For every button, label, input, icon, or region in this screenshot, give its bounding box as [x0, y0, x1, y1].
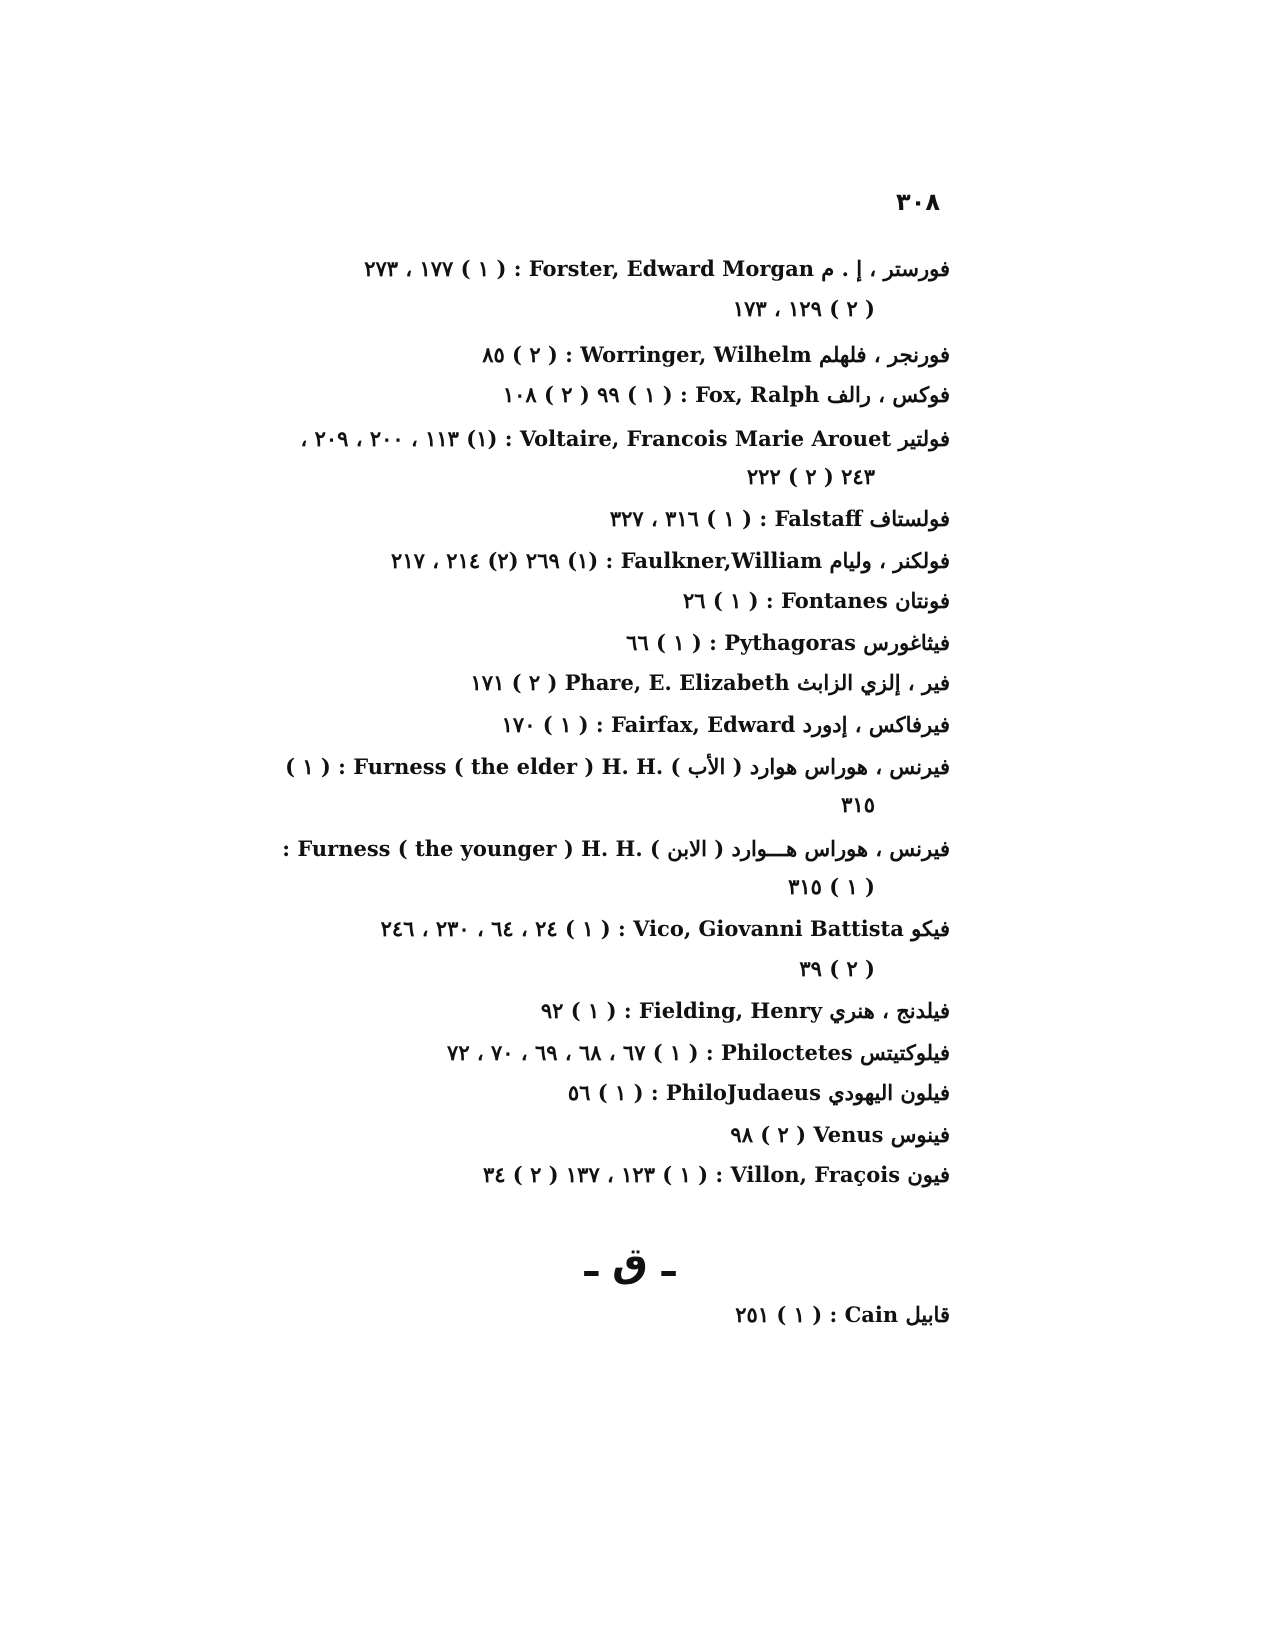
index-entry: [391, 546, 950, 576]
entry-latin: Philoctetes: [720, 1040, 853, 1065]
entry-refs: : ( ١ ): [285, 754, 346, 779]
entry-arabic: قابيل: [905, 1302, 950, 1327]
index-entry: [282, 834, 950, 864]
entry-refs: : ( ١ ) ٢٤ ، ٦٤ ، ٢٣٠ ، ٢٤٦: [380, 916, 626, 941]
entry-latin: PhiloJudaeus: [665, 1080, 821, 1105]
entry-latin: Fairfax, Edward: [610, 712, 796, 737]
entry-refs: : ( ٢ ) ٨٥: [482, 342, 573, 367]
index-entry: [730, 1120, 950, 1150]
entry-arabic: فيرنس ، هوراس هـــوارد ( الابن ): [650, 836, 950, 861]
entry-arabic: فولكنر ، وليام: [829, 548, 950, 573]
entry-latin: Falstaff: [774, 506, 863, 531]
entry-arabic: فيلدنج ، هنري: [829, 998, 950, 1023]
entry-refs-continued: ( ٢ ) ١٢٩ ، ١٧٣: [732, 296, 875, 321]
entry-latin: Faulkner,William: [620, 548, 823, 573]
entry-latin: Fielding, Henry: [638, 998, 823, 1023]
entry-arabic: فورنجر ، فلهلم: [818, 342, 950, 367]
index-entry: [502, 710, 950, 740]
entry-latin: Furness ( the elder ) H. H.: [353, 754, 664, 779]
index-entry: [447, 1038, 950, 1068]
entry-refs-continued: ( ٢ ) ٣٩: [799, 956, 875, 981]
entry-arabic: فيرنس ، هوراس هوارد ( الأب ): [670, 754, 950, 779]
index-entry: [285, 752, 950, 782]
entry-latin: Villon, Fraçois: [730, 1162, 901, 1187]
entry-latin: Forster, Edward Morgan: [528, 256, 814, 281]
entry-arabic: فوكس ، رالف: [826, 382, 950, 407]
entry-refs-continued: ( ١ ) ٣١٥: [788, 874, 875, 899]
entry-arabic: فونتان: [895, 588, 950, 613]
entry-refs: : (١) ٢٦٩ (٢) ٢١٤ ، ٢١٧: [391, 548, 614, 573]
entry-refs: : ( ١ ) ٢٦: [682, 588, 774, 613]
entry-refs: : ( ١ ) ٩٢: [540, 998, 632, 1023]
page-number: ٣٠٨: [896, 188, 940, 216]
entry-refs: : ( ١ ) ١٧٠: [501, 712, 604, 737]
entry-arabic: فيون: [907, 1162, 950, 1187]
entry-refs: ( ٢ ) ٩٨: [730, 1122, 807, 1147]
entry-latin: Cain: [844, 1302, 899, 1327]
entry-arabic: فولستاف: [869, 506, 950, 531]
entry-latin: Fox, Ralph: [695, 382, 820, 407]
entry-refs: : ( ١ ) ٩٩ ( ٢ ) ١٠٨: [502, 382, 688, 407]
entry-latin: Fontanes: [781, 588, 888, 613]
index-entry: [364, 254, 950, 284]
index-entry: [482, 340, 950, 370]
entry-refs: : ( ١ ) ١٧٧ ، ٢٧٣: [364, 256, 522, 281]
entry-arabic: فينوس: [890, 1122, 950, 1147]
entry-refs-continued: ٢٤٣ ( ٢ ) ٢٢٢: [746, 464, 875, 489]
index-entry: [626, 628, 950, 658]
index-entry: [541, 996, 950, 1026]
index-entry: [381, 914, 950, 944]
entry-arabic: فيكو: [911, 916, 950, 941]
entry-refs: : ( ١ ) ١٢٣ ، ١٣٧ ( ٢ ) ٣٤: [482, 1162, 724, 1187]
entry-refs-continued: ٣١٥: [841, 792, 875, 817]
entry-arabic: فولتير: [898, 426, 950, 451]
entry-latin: Vico, Giovanni Battista: [633, 916, 904, 941]
entry-refs: : ( ١ ) ٦٧ ، ٦٨ ، ٦٩ ، ٧٠ ، ٧٢: [447, 1040, 714, 1065]
entry-arabic: فيرفاكس ، إدورد: [802, 712, 950, 737]
index-entry: [568, 1078, 950, 1108]
entry-latin: Venus: [813, 1122, 884, 1147]
entry-latin: Voltaire, Francois Marie Arouet: [519, 426, 892, 451]
entry-refs: : (١) ١١٣ ، ٢٠٠ ، ٢٠٩ ،: [300, 426, 513, 451]
entry-arabic: فير ، إلزي الزابث: [796, 670, 950, 695]
entry-latin: Pythagoras: [724, 630, 856, 655]
index-entry: [471, 668, 950, 698]
index-entry: [683, 586, 950, 616]
entry-latin: Worringer, Wilhelm: [580, 342, 812, 367]
entry-refs: : ( ١ ) ٢٥١: [735, 1302, 838, 1327]
index-entry: [503, 380, 950, 410]
entry-latin: Phare, E. Elizabeth: [564, 670, 790, 695]
index-entry: [483, 1160, 950, 1190]
entry-refs: : ( ١ ) ٦٦: [626, 630, 717, 655]
section-heading: ـ ق ـ: [584, 1240, 676, 1286]
entry-refs: : ( ١ ) ٥٦: [567, 1080, 659, 1105]
entry-latin: Furness ( the younger ) H. H.: [297, 836, 643, 861]
index-entry: [301, 424, 950, 454]
entry-arabic: فورستر ، إ . م: [821, 256, 950, 281]
index-entry: [610, 504, 950, 534]
index-entry: [735, 1300, 950, 1330]
entry-refs: :: [282, 836, 291, 861]
entry-arabic: فيثاغورس: [863, 630, 950, 655]
entry-refs: : ( ١ ) ٣١٦ ، ٣٢٧: [609, 506, 768, 531]
entry-refs: ( ٢ ) ١٧١: [470, 670, 558, 695]
entry-arabic: فيلوكتيتس: [860, 1040, 950, 1065]
entry-arabic: فيلون اليهودي: [828, 1080, 950, 1105]
